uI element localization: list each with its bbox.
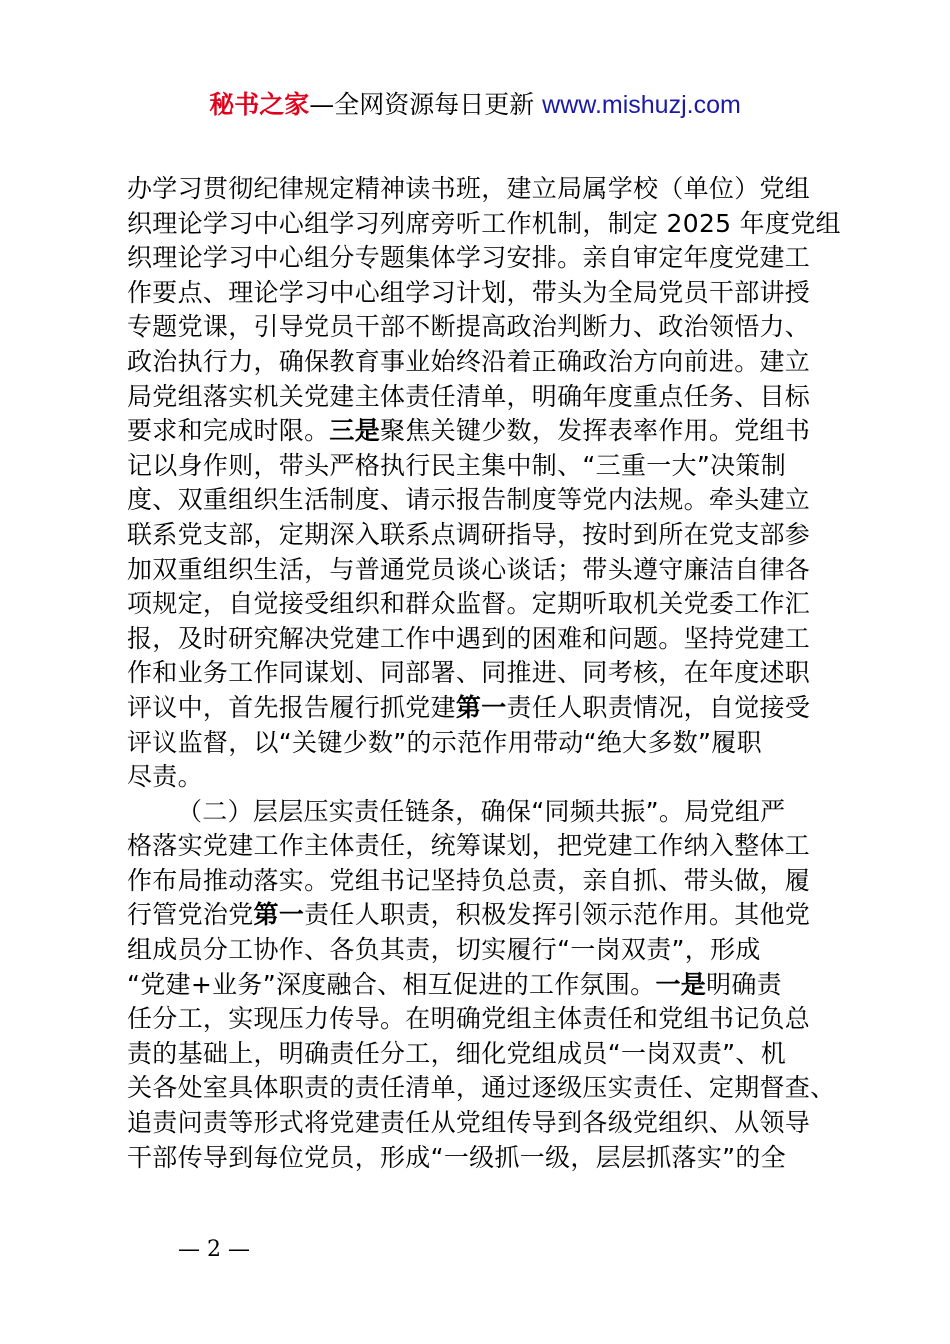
text-line: 项规定，自觉接受组织和群众监督。定期听取机关党委工作汇 — [127, 589, 811, 619]
site-url-link[interactable]: www.mishuzj.com — [542, 91, 741, 119]
text-line: 追责问责等形式将党建责任从党组传导到各级党组织、从领导 — [127, 1108, 811, 1138]
text-line: 作要点、理论学习中心组学习计划，带头为全局党员干部讲授 — [127, 277, 811, 307]
text-line: 织理论学习中心组分专题集体学习安排。亲自审定年度党建工 — [127, 243, 811, 273]
emphasis-text: 第一 — [253, 900, 305, 930]
text-line: 任分工，实现压力传导。在明确党组主体责任和党组书记负总 — [127, 1004, 811, 1034]
brand-name: 秘书之家 — [209, 90, 310, 119]
text-line: 记以身作则，带头严格执行民主集中制、“三重一大”决策制 — [127, 450, 787, 480]
text-line: 干部传导到每位党员，形成“一级抓一级，层层抓落实”的全 — [127, 1142, 787, 1172]
emphasis-text: 三是 — [329, 416, 381, 446]
text-line: 作布局推动落实。党组书记坚持负总责，亲自抓、带头做，履 — [127, 865, 811, 895]
text-line: 关各处室具体职责的责任清单，通过逐级压实责任、定期督查、 — [127, 1073, 836, 1103]
section-heading-line: （二）层层压实责任链条，确保“同频共振”。局党组严 — [177, 796, 786, 826]
text-line: 政治执行力，确保教育事业始终沿着正确政治方向前进。建立 — [127, 346, 811, 376]
site-header — [0, 88, 950, 122]
emphasis-text: 一是 — [655, 969, 707, 999]
text-line: 加双重组织生活，与普通党员谈心谈话；带头遵守廉洁自律各 — [127, 554, 811, 584]
text-line: 联系党支部，定期深入联系点调研指导，按时到所在党支部参 — [127, 519, 811, 549]
text-line: 要求和完成时限。三是聚焦关键少数，发挥表率作用。党组书 — [127, 416, 811, 446]
text-line: 行管党治党第一责任人职责，积极发挥引领示范作用。其他党 — [127, 900, 811, 930]
text-line: 度、双重组织生活制度、请示报告制度等党内法规。牵头建立 — [127, 485, 811, 515]
text-line: 责的基础上，明确责任分工，细化党组成员“一岗双责”、机 — [127, 1038, 787, 1068]
text-line: 局党组落实机关党建主体责任清单，明确年度重点任务、目标 — [127, 381, 811, 411]
text-line: 格落实党建工作主体责任，统筹谋划，把党建工作纳入整体工 — [127, 831, 811, 861]
text-line: 织理论学习中心组学习列席旁听工作机制，制定 2025 年度党组 — [127, 208, 841, 238]
text-line: 评议中，首先报告履行抓党建第一责任人职责情况，自觉接受 — [127, 692, 811, 722]
text-line: 作和业务工作同谋划、同部署、同推进、同考核，在年度述职 — [127, 658, 811, 688]
document-body — [127, 172, 847, 1175]
text-line: 评议监督，以“关键少数”的示范作用带动“绝大多数”履职 — [127, 727, 762, 757]
text-line: 组成员分工协作、各负其责，切实履行“一岗双责”，形成 — [127, 935, 761, 965]
text-line: 报，及时研究解决党建工作中遇到的困难和问题。坚持党建工 — [127, 623, 811, 653]
site-tagline: —全网资源每日更新 — [309, 90, 543, 119]
page-number: — 2 — — [178, 1237, 250, 1262]
text-line: 办学习贯彻纪律规定精神读书班，建立局属学校（单位）党组 — [127, 174, 811, 203]
emphasis-text: 第一 — [455, 692, 507, 722]
text-line: “党建+业务”深度融合、相互促进的工作氛围。一是明确责 — [127, 969, 782, 999]
text-line: 尽责。 — [127, 762, 203, 792]
text-line: 专题党课，引导党员干部不断提高政治判断力、政治领悟力、 — [127, 312, 811, 342]
